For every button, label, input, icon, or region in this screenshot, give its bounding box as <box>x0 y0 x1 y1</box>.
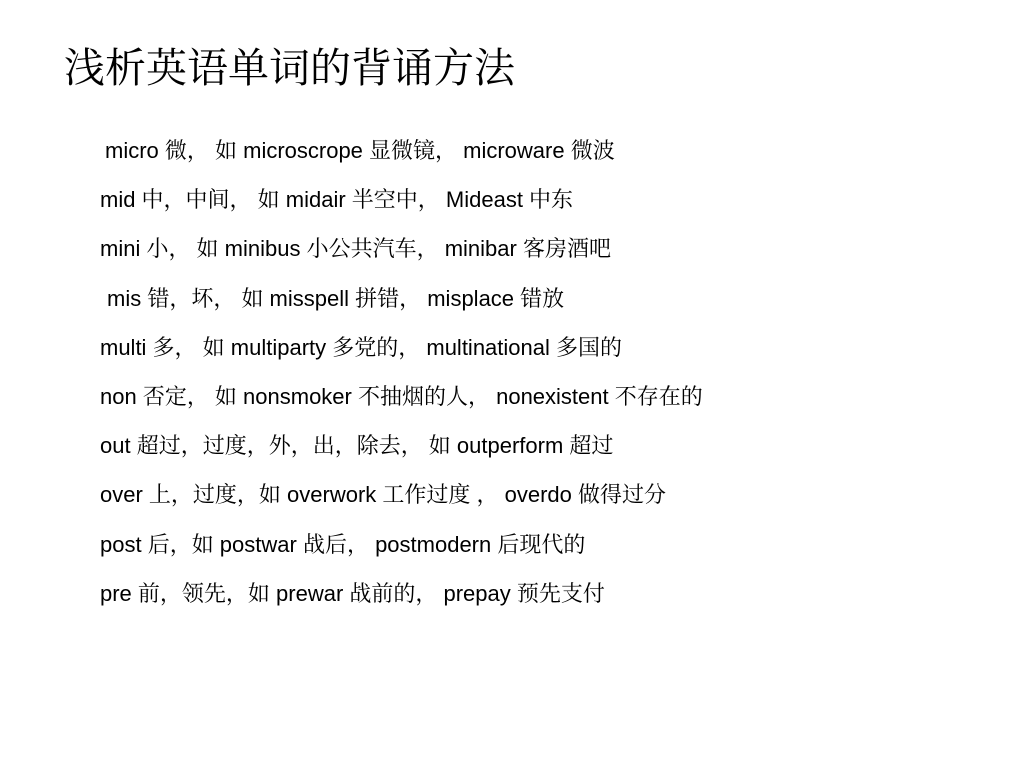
prefix-entry-text: mis 错，坏， 如 misspell 拼错， misplace 错放 <box>107 285 565 311</box>
prefix-entry-text: mini 小， 如 minibus 小公共汽车， minibar 客房酒吧 <box>100 236 611 262</box>
prefix-entry-text: multi 多， 如 multiparty 多党的， multinational 多国的 <box>100 334 622 360</box>
prefix-entry-text: non 否定， 如 nonsmoker 不抽烟的人， nonexistent 不存在的 <box>100 383 703 409</box>
prefix-entry <box>0 520 1024 569</box>
prefix-entry-text: post 后，如 postwar 战后， postmodern 后现代的 <box>100 531 586 557</box>
prefix-entry <box>0 175 1024 224</box>
prefix-entry <box>0 224 1024 273</box>
prefix-entry-text: micro 微， 如 microscrope 显微镜， microware 微波 <box>105 138 615 163</box>
prefix-entry <box>0 421 1024 470</box>
prefix-entry-text: out 超过，过度，外，出，除去， 如 outperform 超过 <box>100 433 614 459</box>
prefix-entry <box>0 569 1024 618</box>
prefix-list <box>0 126 1024 618</box>
prefix-entry-text: mid 中，中间， 如 midair 半空中， Mideast 中东 <box>100 187 574 213</box>
slide-title: 浅析英语单词的背诵方法 <box>64 44 515 92</box>
prefix-entry <box>0 372 1024 421</box>
prefix-entry-text: pre 前，领先，如 prewar 战前的， prepay 预先支付 <box>100 580 605 606</box>
prefix-entry <box>0 274 1024 323</box>
prefix-entry <box>0 126 1024 175</box>
prefix-entry <box>0 470 1024 519</box>
prefix-entry <box>0 323 1024 372</box>
prefix-entry-text: over 上，过度，如 overwork 工作过度 ， overdo 做得过分 <box>100 482 666 508</box>
